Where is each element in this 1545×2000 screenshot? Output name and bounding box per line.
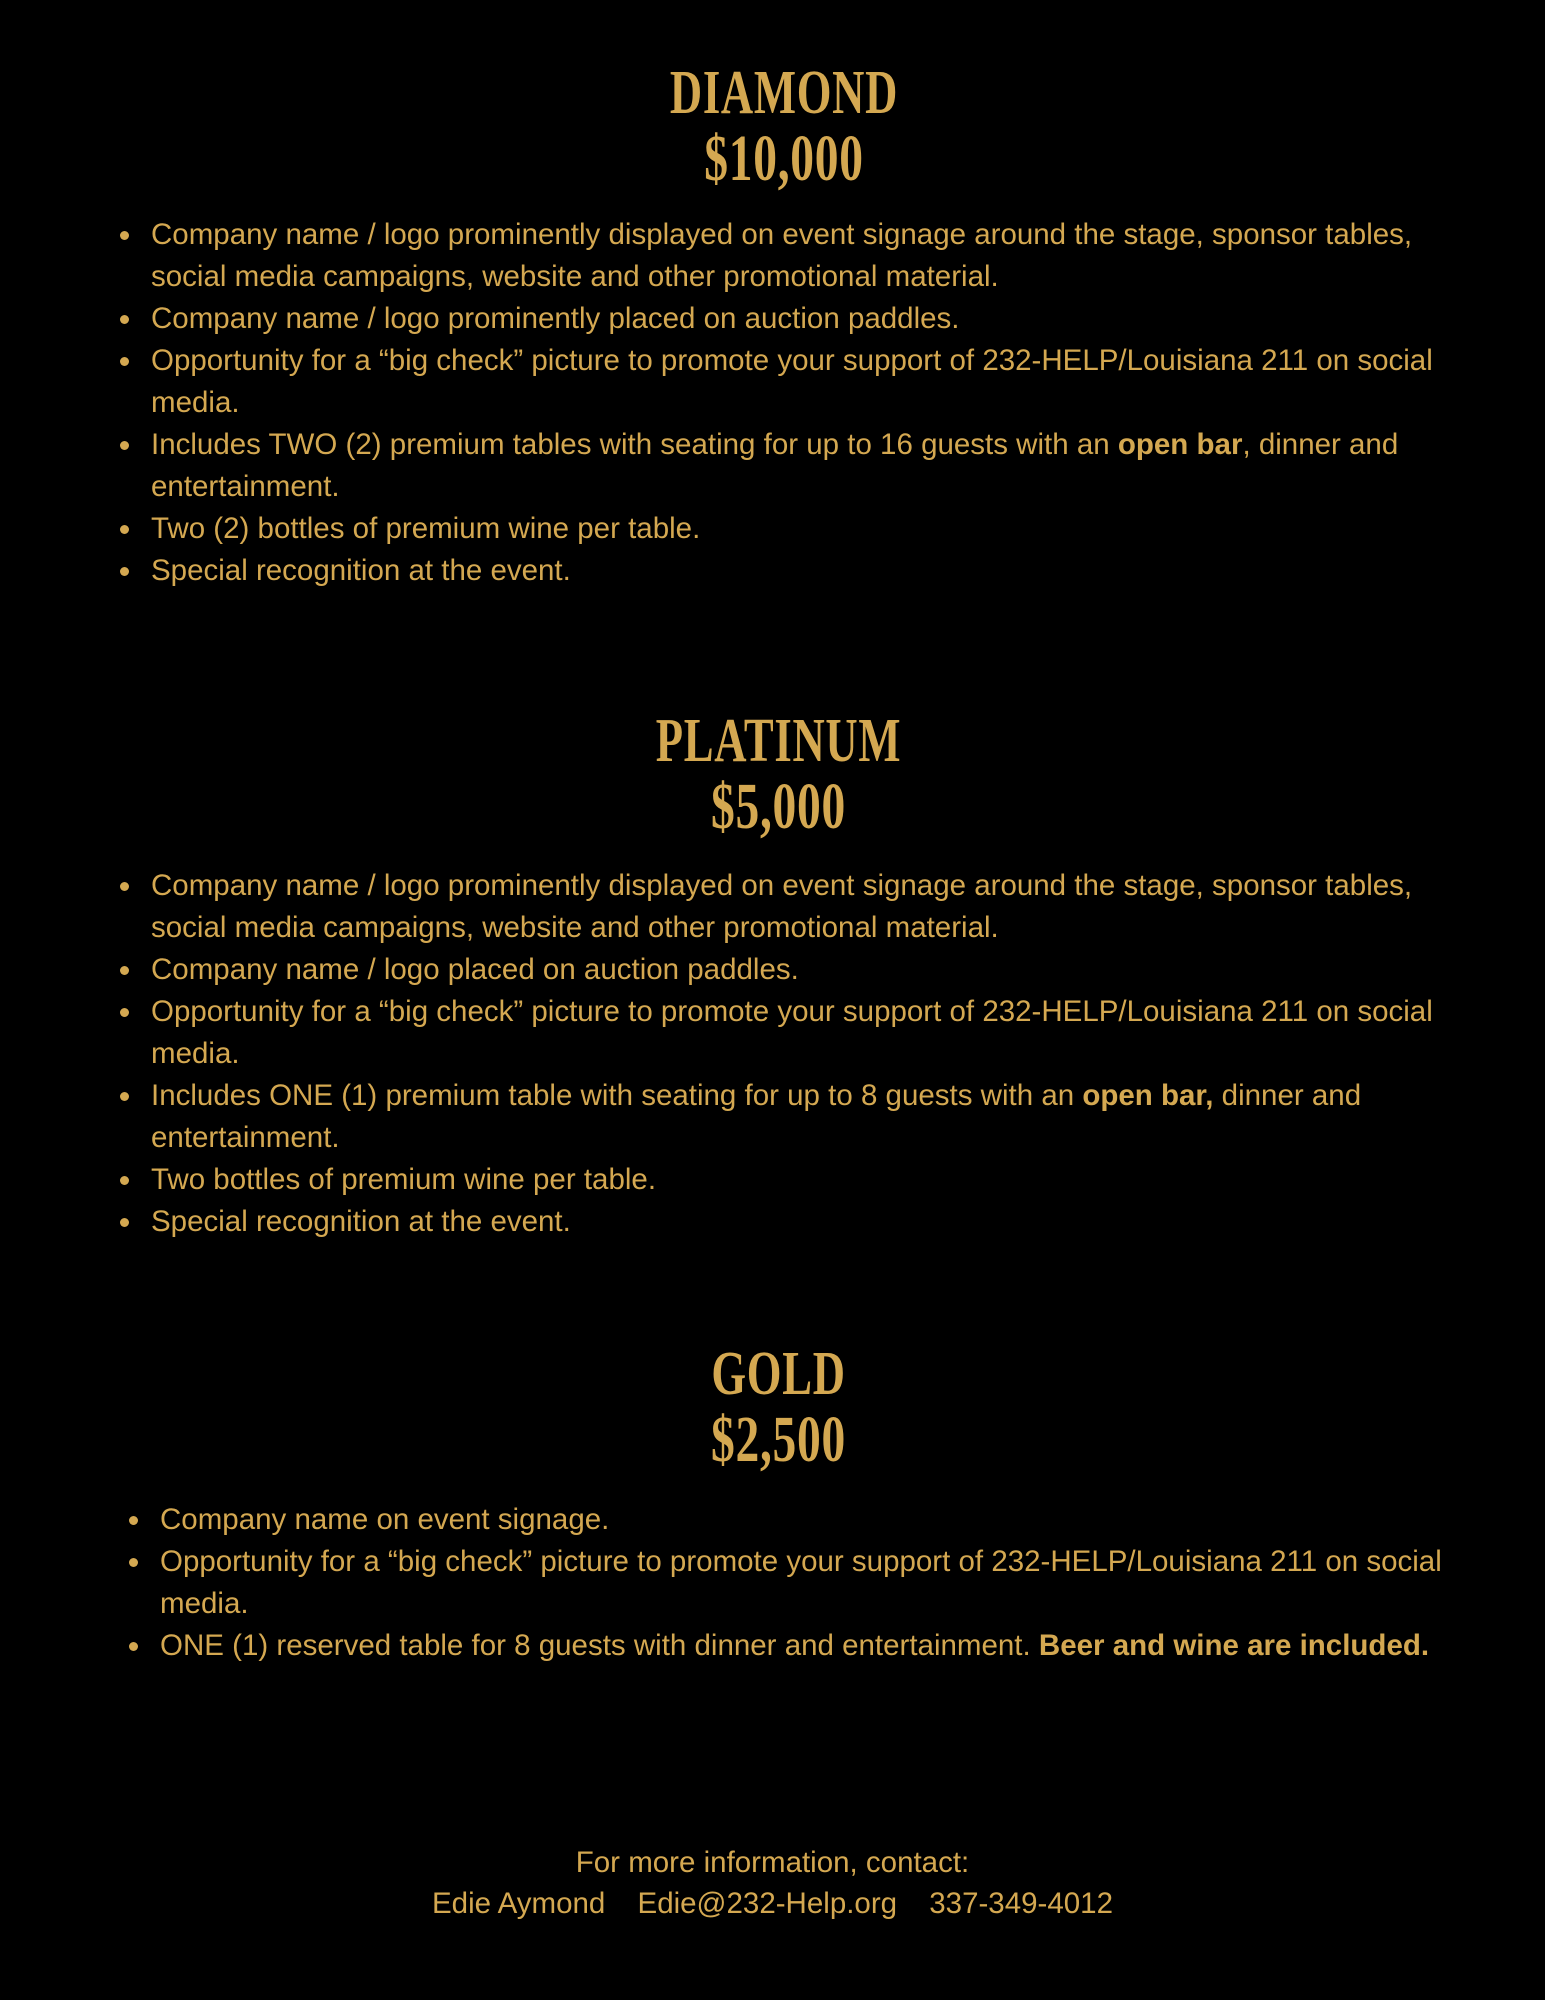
list-item: Opportunity for a “big check” picture to promote your support of 232-HELP/Louisiana 211 on social media. bbox=[117, 340, 1457, 424]
gold-benefits-list bbox=[126, 1499, 1466, 1667]
list-item: Company name / logo placed on auction paddles. bbox=[117, 949, 1457, 991]
list-item: ONE (1) reserved table for 8 guests with dinner and entertainment. Beer and wine are included. bbox=[126, 1625, 1466, 1667]
contact-email[interactable]: Edie@232-Help.org bbox=[637, 1887, 898, 1920]
platinum-heading bbox=[12, 707, 1545, 843]
list-item: Includes TWO (2) premium tables with seating for up to 16 guests with an open bar, dinner and entertainment. bbox=[117, 424, 1457, 508]
platinum-tier bbox=[0, 707, 1545, 843]
diamond-name: DIAMOND bbox=[669, 59, 899, 127]
platinum-benefits-list bbox=[117, 865, 1457, 1243]
diamond-benefits-list bbox=[117, 214, 1457, 592]
list-item: Includes ONE (1) premium table with seating for up to 8 guests with an open bar, dinner and entertainment. bbox=[117, 1075, 1457, 1159]
contact-intro: For more information, contact: bbox=[575, 1846, 970, 1879]
platinum-price: $5,000 bbox=[711, 770, 846, 843]
list-item: Special recognition at the event. bbox=[117, 1201, 1457, 1243]
gold-tier bbox=[0, 1340, 1545, 1476]
gold-name: GOLD bbox=[711, 1340, 846, 1408]
platinum-name: PLATINUM bbox=[655, 707, 902, 775]
list-item: Company name / logo prominently displayed on event signage around the stage, sponsor tables, social media campaigns, website and other promotional material. bbox=[117, 214, 1457, 298]
list-item: Opportunity for a “big check” picture to promote your support of 232-HELP/Louisiana 211 on social media. bbox=[117, 991, 1457, 1075]
list-item: Company name / logo prominently placed on auction paddles. bbox=[117, 298, 1457, 340]
diamond-tier bbox=[0, 59, 1545, 195]
list-item: Two bottles of premium wine per table. bbox=[117, 1159, 1457, 1201]
contact-details bbox=[0, 1883, 1545, 1924]
list-item: Special recognition at the event. bbox=[117, 550, 1457, 592]
gold-price: $2,500 bbox=[711, 1403, 846, 1476]
list-item: Company name on event signage. bbox=[126, 1499, 1466, 1541]
gold-heading bbox=[12, 1340, 1545, 1476]
contact-phone[interactable]: 337-349-4012 bbox=[929, 1887, 1113, 1920]
contact-name: Edie Aymond bbox=[432, 1887, 606, 1920]
list-item: Opportunity for a “big check” picture to promote your support of 232-HELP/Louisiana 211 on social media. bbox=[126, 1541, 1466, 1625]
contact-block bbox=[0, 1842, 1545, 1924]
diamond-price: $10,000 bbox=[704, 122, 864, 195]
list-item: Two (2) bottles of premium wine per table. bbox=[117, 508, 1457, 550]
diamond-heading bbox=[23, 59, 1545, 195]
list-item: Company name / logo prominently displayed on event signage around the stage, sponsor tables, social media campaigns, website and other promotional material. bbox=[117, 865, 1457, 949]
